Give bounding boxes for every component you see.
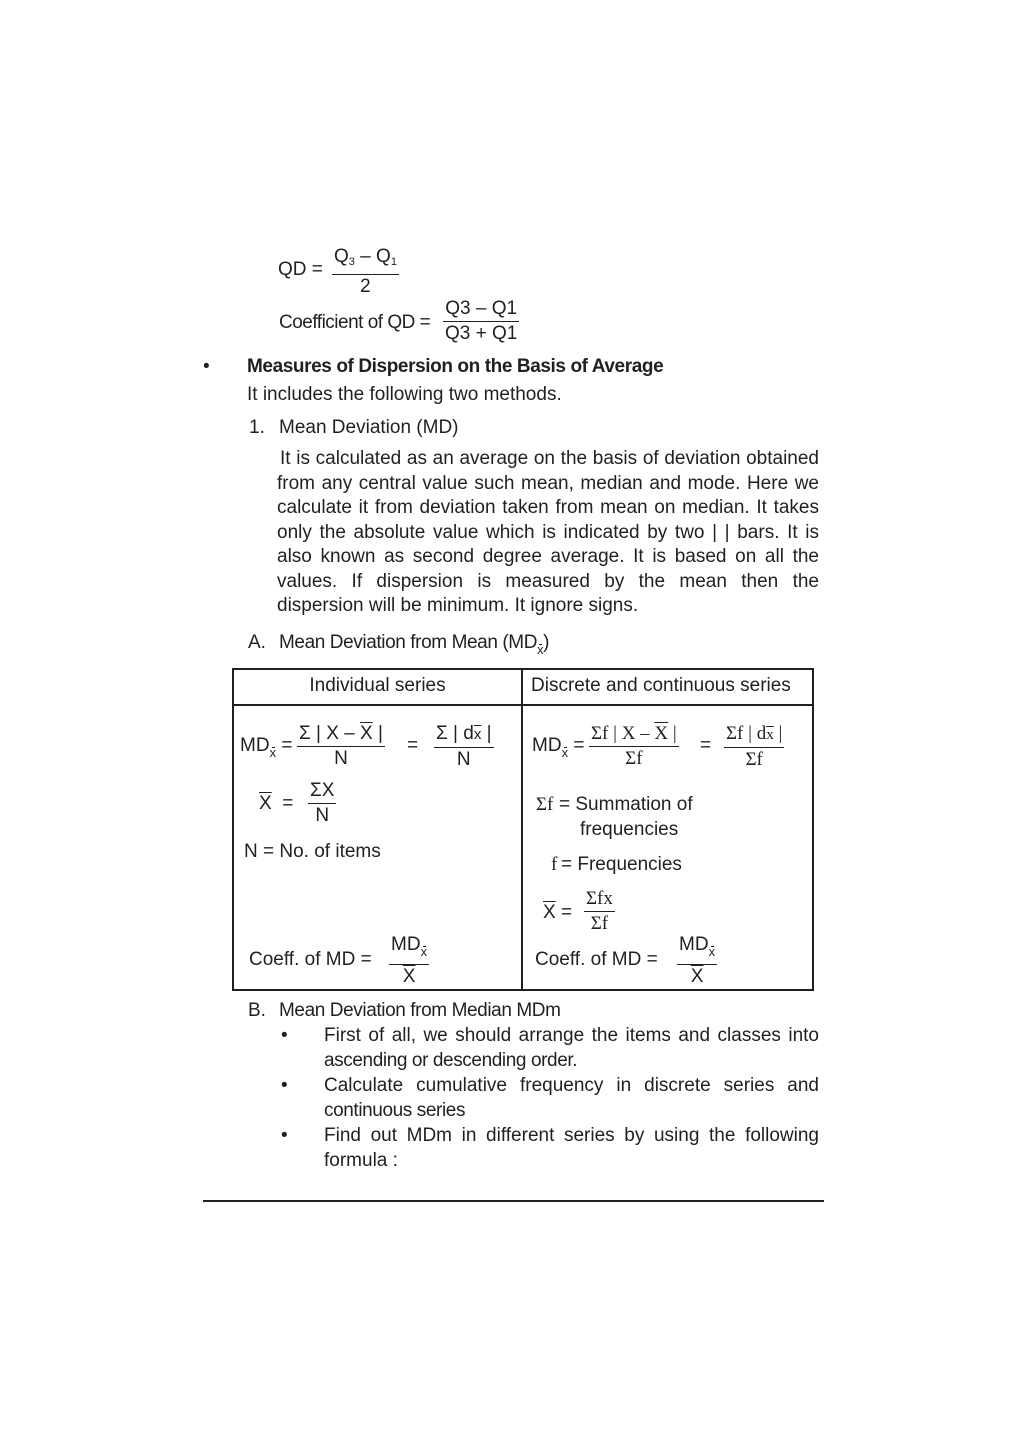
table-header-cell	[234, 670, 521, 706]
coef-qd-numerator: Q3 – Q1	[445, 298, 518, 319]
column-divider	[521, 670, 523, 989]
paragraph-line: dispersion will be minimum. It ignore signs.	[277, 595, 639, 616]
md-fraction-2: $\frac{\Sigma | d\overline{x} |}{N}$	[436, 723, 492, 770]
coeff-md-label: Coeff. of MD =	[535, 949, 658, 970]
bullet-line: formula :	[324, 1149, 398, 1171]
mean-fraction: $\frac{\Sigma X}{N}$	[310, 780, 335, 826]
n-definition: N = No. of items	[244, 841, 381, 862]
section-heading: Measures of Dispersion on the Basis of Average	[247, 356, 664, 377]
coeff-md-fraction: $MD_x$ $\overline{X}$	[391, 934, 428, 987]
bullet-item	[324, 1024, 819, 1073]
sigma-f-definition-cont: frequencies	[580, 819, 679, 840]
qd-numerator: $Q_3 - Q_1$	[334, 246, 397, 268]
coef-qd-label: Coefficient of QD =	[279, 312, 431, 333]
bullet-line: Calculate cumulative frequency in discrete series and	[324, 1075, 819, 1096]
bullet-line: continuous series	[324, 1099, 466, 1121]
subsection-a-label: Mean Deviation from Mean $(MD_x)$	[279, 632, 550, 657]
coef-qd-denominator: Q3 + Q1	[445, 323, 518, 344]
coeff-md-fraction: $MD_x$ $\overline{X}$	[679, 934, 716, 987]
qd-label: QD =	[278, 259, 323, 280]
coeff-md-label: Coeff. of MD =	[249, 949, 372, 970]
md-formula-label: $MD_x$ =	[240, 735, 293, 760]
bullet-line: Find out MDm in different series by using the following	[324, 1125, 819, 1146]
header-individual-series: Individual series	[309, 675, 446, 696]
item-label: Mean Deviation (MD)	[279, 417, 459, 438]
subsection-a-number: A.	[248, 632, 266, 653]
item-number: 1.	[249, 417, 265, 438]
table-header-cell	[523, 670, 812, 706]
bullet-item	[324, 1074, 819, 1123]
mean-label: $\overline{X}$ =	[543, 902, 573, 923]
f-definition: = Frequencies	[561, 854, 682, 875]
bullet: •	[281, 1125, 288, 1146]
mean-label: $\overline{X}$ =	[259, 793, 294, 814]
paragraph-line: values. If dispersion is measured by the mean then the	[277, 570, 819, 592]
equals: =	[407, 735, 419, 756]
f-symbol: f	[551, 854, 558, 875]
paragraph-line: from any central value such mean, median and mode. Here we	[277, 472, 819, 494]
md-formula-label: $MD_x$ =	[532, 735, 585, 760]
md-fraction-1: $\frac{\Sigma f | X - \overline{X} |}{\Sigma f}$	[591, 723, 677, 769]
bullet: •	[203, 356, 210, 377]
bullet: •	[281, 1075, 288, 1096]
paragraph-line: only the absolute value which is indicated by two | | bars. It is	[277, 521, 819, 543]
equals: =	[700, 735, 712, 756]
sigma-f-symbol: Σf	[536, 794, 554, 815]
section-intro: It includes the following two methods.	[247, 384, 562, 405]
bullet: •	[281, 1025, 288, 1046]
qd-fraction	[332, 246, 399, 298]
paragraph-line: also known as second degree average. It is based on all the	[277, 546, 819, 567]
mean-fraction: Σfx Σf	[586, 888, 613, 934]
md-fraction-2: $\frac{\Sigma f | d\overline{x} |}{\Sigma f}$	[726, 723, 783, 770]
sigma-f-definition: = Summation of	[559, 794, 693, 815]
bullet-line: First of all, we should arrange the items and classes into	[324, 1025, 819, 1046]
qd-denominator: 2	[332, 274, 399, 298]
bullet-item	[324, 1124, 819, 1173]
header-discrete-continuous: Discrete and continuous series	[531, 675, 791, 696]
mean-deviation-table	[232, 668, 814, 991]
paragraph-line: calculate it from deviation taken from mean on median. It takes	[277, 497, 819, 518]
footer-rule	[203, 1200, 824, 1202]
subsection-b-label: Mean Deviation from Median MDm	[279, 1000, 561, 1021]
mean-deviation-paragraph	[277, 447, 819, 619]
bullet-line: ascending or descending order.	[324, 1049, 578, 1071]
subsection-b-number: B.	[248, 1000, 266, 1021]
paragraph-line: It is calculated as an average on the basis of deviation obtained	[280, 448, 819, 469]
md-fraction-1: $\frac{\Sigma | X - \overline{X} |}{N}$	[299, 723, 383, 769]
coef-qd-fraction	[443, 298, 519, 345]
